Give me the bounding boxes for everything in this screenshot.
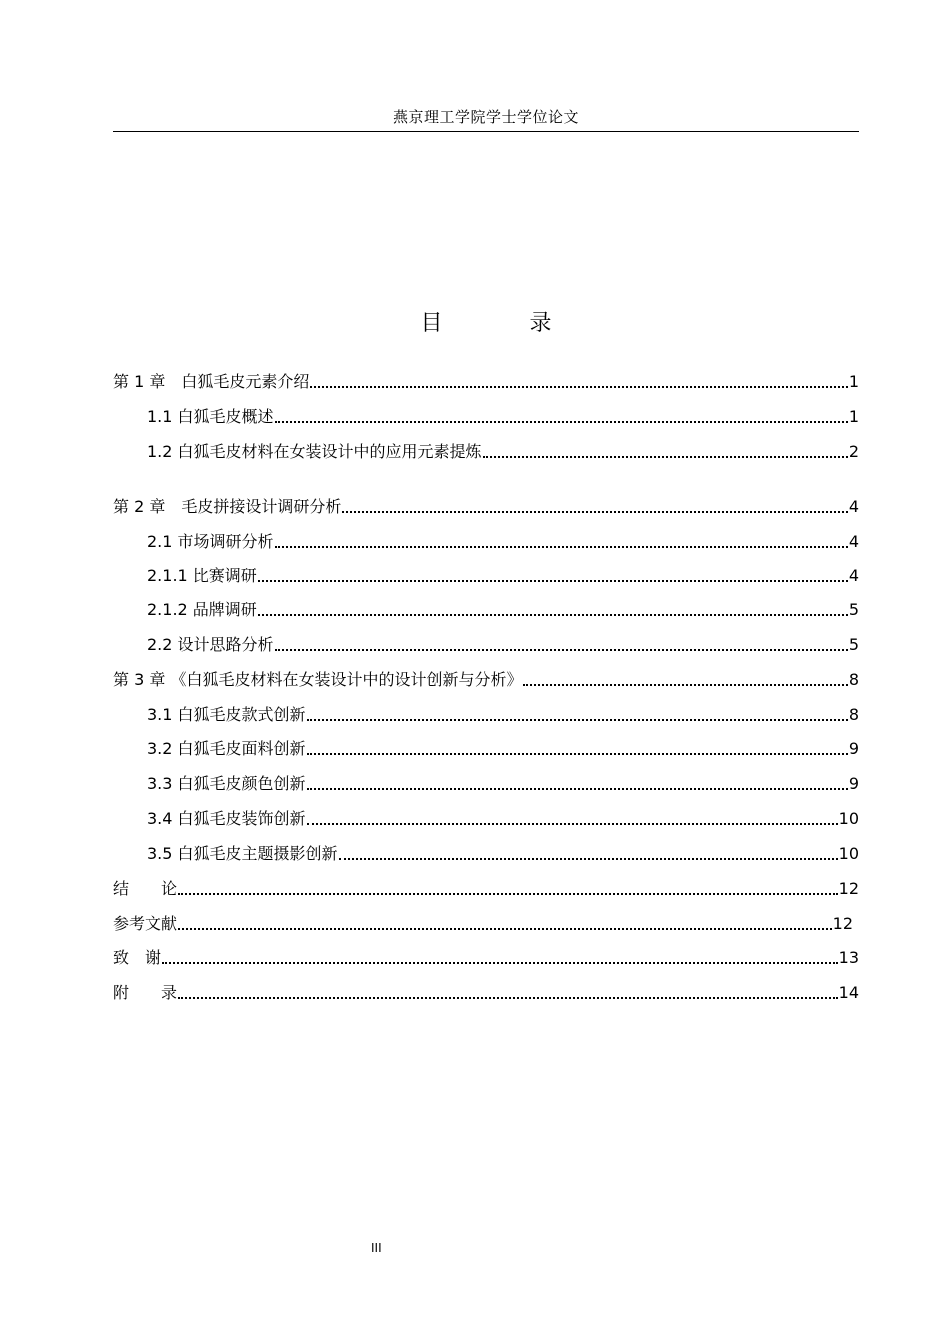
- toc-entry-page: 9: [848, 739, 859, 758]
- toc-entry-label: 1.2 白狐毛皮材料在女装设计中的应用元素提炼: [147, 442, 482, 461]
- toc-entry-2-2[interactable]: [147, 631, 859, 655]
- toc-entry-page: 4: [848, 532, 859, 551]
- toc-entry-page: 14: [838, 983, 859, 1002]
- toc-entry-page: 4: [848, 566, 859, 585]
- toc-entry-label: 2.2 设计思路分析: [147, 635, 274, 654]
- toc-entry-label: 附 录: [113, 983, 178, 1002]
- toc-entry-2-1-1[interactable]: [147, 562, 859, 586]
- toc-entry-label: 第 3 章 《白狐毛皮材料在女装设计中的设计创新与分析》: [113, 670, 523, 689]
- toc-entry-page: 12: [838, 879, 859, 898]
- toc-entry-label: 3.5 白狐毛皮主题摄影创新: [147, 844, 338, 863]
- toc-entry-chapter-2[interactable]: [113, 493, 859, 517]
- toc-entry-page: 1: [848, 372, 859, 391]
- toc-entry-references[interactable]: [113, 910, 853, 934]
- toc-leader-dots: [258, 614, 848, 616]
- toc-entry-1-2[interactable]: [147, 438, 859, 462]
- toc-entry-label: 3.3 白狐毛皮颜色创新: [147, 774, 306, 793]
- toc-entry-page: 8: [848, 705, 859, 724]
- toc-entry-label: 结 论: [113, 879, 178, 898]
- toc-leader-dots: [307, 788, 848, 790]
- toc-entry-page: 9: [848, 774, 859, 793]
- toc-entry-label: 3.4 白狐毛皮装饰创新: [147, 809, 306, 828]
- toc-entry-label: 2.1.1 比赛调研: [147, 566, 257, 585]
- toc-entry-2-1-2[interactable]: [147, 596, 859, 620]
- toc-entry-label: 3.2 白狐毛皮面料创新: [147, 739, 306, 758]
- toc-entry-chapter-1[interactable]: [113, 368, 859, 392]
- toc-entry-label: 1.1 白狐毛皮概述: [147, 407, 274, 426]
- toc-leader-dots: [178, 928, 832, 930]
- toc-leader-dots: [342, 511, 847, 513]
- toc-leader-dots: [162, 962, 838, 964]
- toc-entry-page: 2: [848, 442, 859, 461]
- toc-leader-dots: [483, 456, 848, 458]
- toc-entry-label: 第 1 章 白狐毛皮元素介绍: [113, 372, 310, 391]
- toc-leader-dots: [307, 823, 838, 825]
- page-number: III: [371, 1241, 382, 1255]
- toc-entry-label: 致 谢: [113, 948, 162, 967]
- toc-entry-appendix[interactable]: [113, 979, 859, 1003]
- toc-entry-label: 2.1 市场调研分析: [147, 532, 274, 551]
- toc-entry-3-5[interactable]: [147, 840, 859, 864]
- toc-entry-chapter-3[interactable]: [113, 666, 859, 690]
- toc-title: 目 录: [420, 311, 592, 336]
- toc-entry-page: 10: [838, 844, 859, 863]
- toc-leader-dots: [275, 649, 848, 651]
- toc-entry-3-3[interactable]: [147, 770, 859, 794]
- toc-leader-dots: [310, 386, 847, 388]
- header-divider: [113, 131, 859, 132]
- toc-leader-dots: [275, 546, 848, 548]
- toc-entry-2-1[interactable]: [147, 528, 859, 552]
- toc-entry-label: 2.1.2 品牌调研: [147, 600, 257, 619]
- toc-entry-page: 4: [848, 497, 859, 516]
- toc-leader-dots: [178, 893, 838, 895]
- running-header-title: 燕京理工学院学士学位论文: [392, 108, 579, 126]
- toc-entry-label: 3.1 白狐毛皮款式创新: [147, 705, 306, 724]
- toc-entry-page: 13: [838, 948, 859, 967]
- toc-entry-label: 第 2 章 毛皮拼接设计调研分析: [113, 497, 342, 516]
- toc-leader-dots: [307, 719, 848, 721]
- toc-leader-dots: [307, 753, 848, 755]
- toc-leader-dots: [339, 858, 838, 860]
- toc-entry-acknowledgements[interactable]: [113, 944, 859, 968]
- toc-leader-dots: [275, 421, 848, 423]
- toc-entry-page: 5: [848, 635, 859, 654]
- toc-entry-page: 10: [838, 809, 859, 828]
- toc-entry-page: 1: [848, 407, 859, 426]
- toc-entry-label: 参考文献: [113, 914, 178, 933]
- toc-leader-dots: [523, 684, 847, 686]
- toc-entry-conclusion[interactable]: [113, 875, 859, 899]
- toc-entry-3-2[interactable]: [147, 735, 859, 759]
- toc-entry-3-1[interactable]: [147, 701, 859, 725]
- toc-entry-page: 5: [848, 600, 859, 619]
- toc-leader-dots: [258, 580, 848, 582]
- toc-entry-page: 8: [848, 670, 859, 689]
- toc-leader-dots: [178, 997, 838, 999]
- toc-entry-1-1[interactable]: [147, 403, 859, 427]
- toc-entry-page: 12: [832, 914, 853, 933]
- toc-entry-3-4[interactable]: [147, 805, 859, 829]
